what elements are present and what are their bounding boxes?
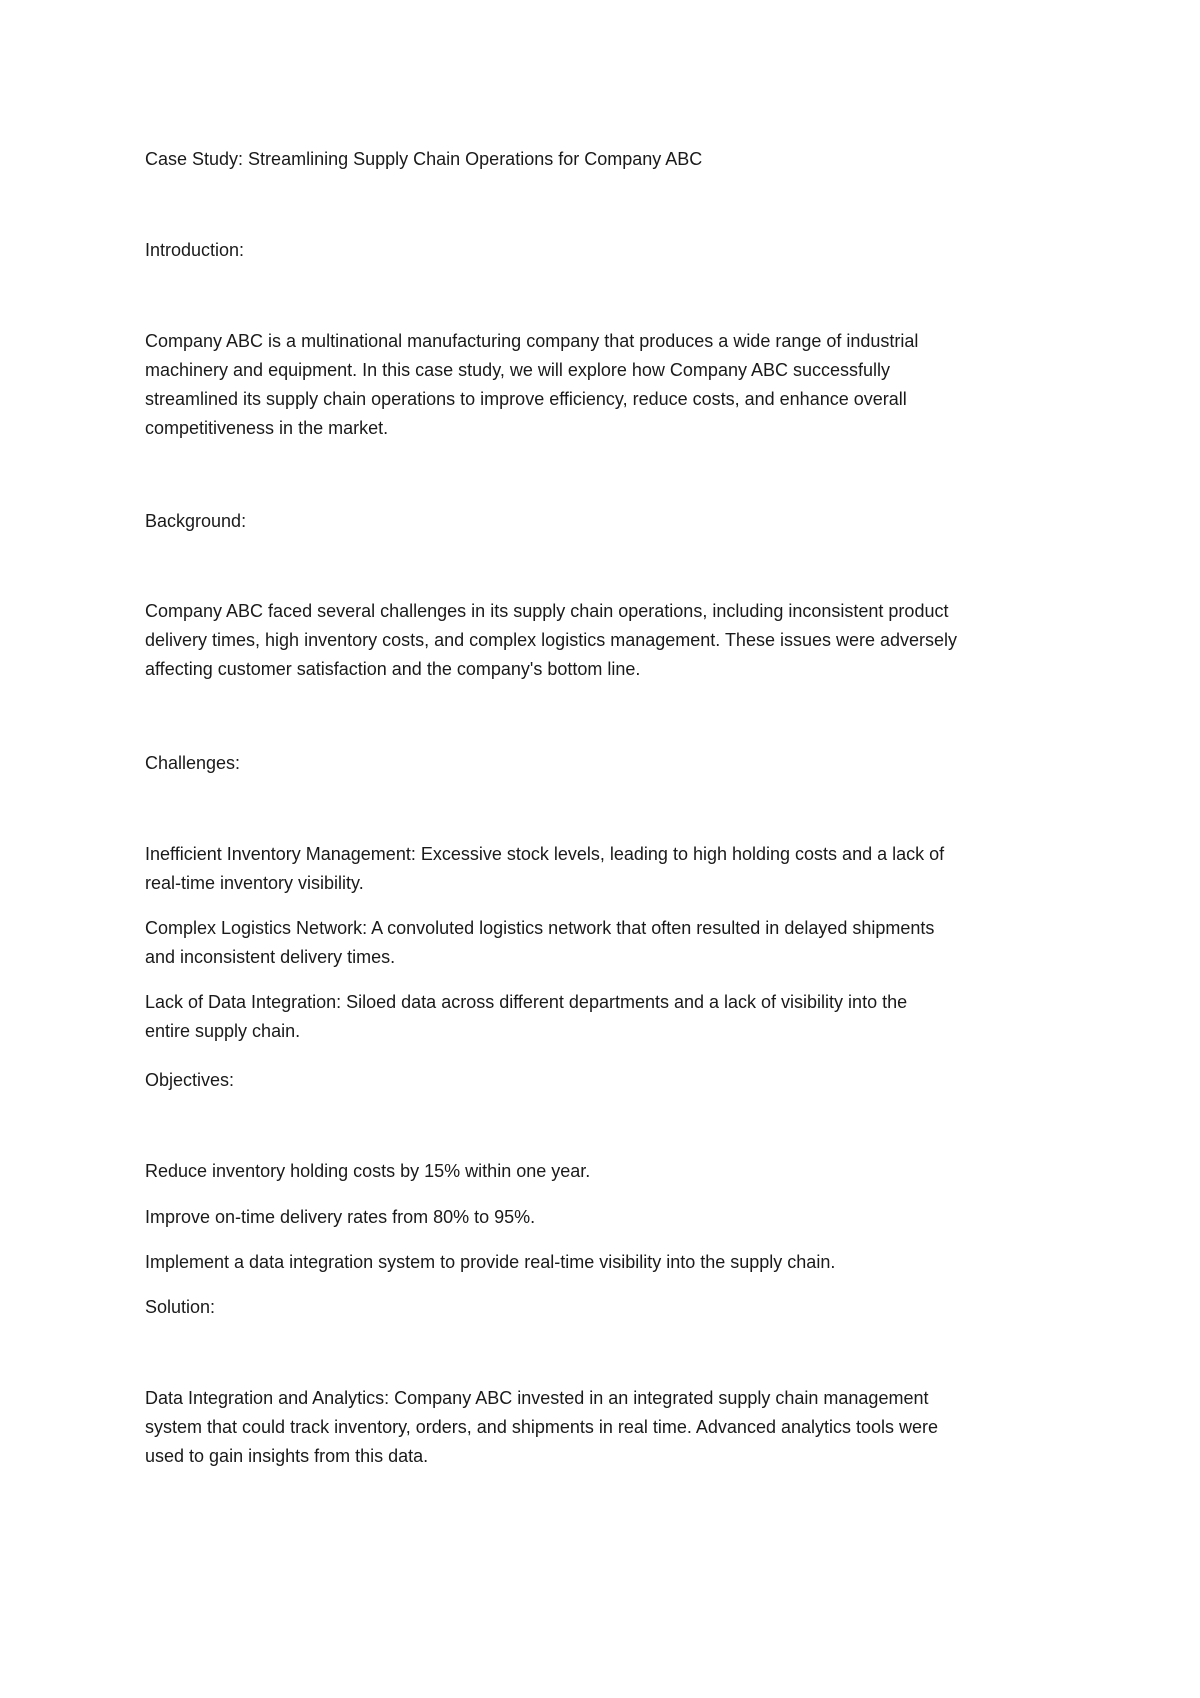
background-paragraph: Company ABC faced several challenges in its supply chain operations, including inconsistent product delivery times, high inventory costs, and complex logistics management. These issues were adversely affecting customer satisfaction and the company's bottom line. bbox=[145, 601, 958, 679]
solution-heading: Solution: bbox=[145, 1297, 216, 1317]
objectives-heading: Objectives: bbox=[145, 1070, 235, 1090]
introduction-paragraph: Company ABC is a multinational manufacturing company that produces a wide range of industrial machinery and equipment. In this case study, we will explore how Company ABC successfully streamlined its supply chain operations to improve efficiency, reduce costs, and enhance overall competitiveness in the market. bbox=[145, 331, 919, 438]
solution-item: Data Integration and Analytics: Company ABC invested in an integrated supply chain management system that could track inventory, orders, and shipments in real time. Advanced analytics tools were used to gain insights from this data. bbox=[145, 1388, 939, 1466]
challenge-item: Lack of Data Integration: Siloed data across different departments and a lack of visibility into the entire supply chain. bbox=[145, 992, 908, 1041]
challenge-item: Complex Logistics Network: A convoluted logistics network that often resulted in delayed shipments and inconsistent delivery times. bbox=[145, 918, 935, 967]
document-title: Case Study: Streamlining Supply Chain Operations for Company ABC bbox=[145, 149, 703, 169]
background-heading: Background: bbox=[145, 511, 247, 531]
challenges-heading: Challenges: bbox=[145, 753, 241, 773]
objective-item: Improve on-time delivery rates from 80% to 95%. bbox=[145, 1207, 536, 1227]
introduction-heading: Introduction: bbox=[145, 240, 245, 260]
challenge-item: Inefficient Inventory Management: Excessive stock levels, leading to high holding costs and a lack of real-time inventory visibility. bbox=[145, 844, 945, 893]
objective-item: Implement a data integration system to provide real-time visibility into the supply chain. bbox=[145, 1252, 836, 1272]
objective-item: Reduce inventory holding costs by 15% within one year. bbox=[145, 1161, 591, 1181]
